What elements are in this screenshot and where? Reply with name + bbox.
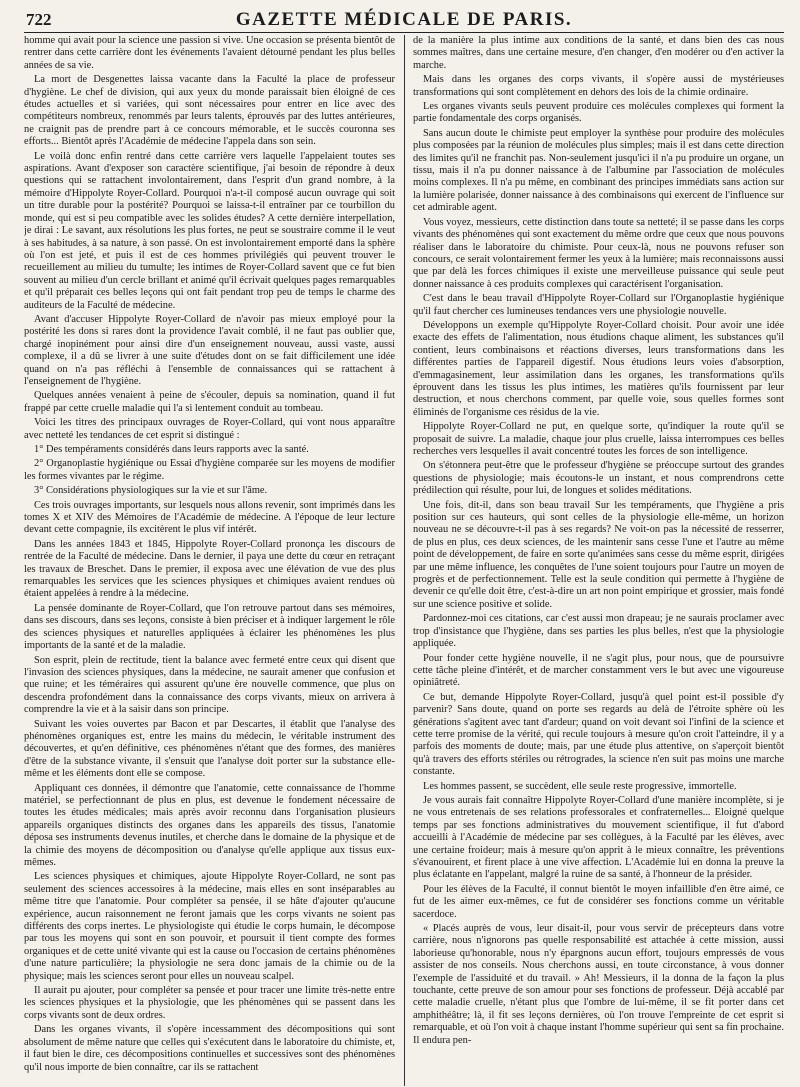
column-divider bbox=[404, 35, 405, 1086]
paragraph: Dans les organes vivants, il s'opère incessamment des décompositions qui sont absolument de même nature que celles qui s'exécutent dans le laboratoire du chimiste, et, il faut bien le dire, ces décompositions continuelles et successives sont des phénomènes qu'il nous importe de bien connaître, car ils se rattachent bbox=[24, 1024, 395, 1073]
paragraph: Il aurait pu ajouter, pour compléter sa pensée et pour tracer une limite très-nette entre les sciences physiques et la physiologie, que les phénomènes qui se passent dans les corps vivants sont de deux ordres. bbox=[24, 985, 395, 1021]
paragraph: Les sciences physiques et chimiques, ajoute Hippolyte Royer-Collard, ne sont pas seulement des sciences accessoires à la médecine, mais elles en sont inséparables au même titre que l'anatomie. Pour compléter sa pensée, il se hâte d'ajouter qu'aucune expérience, aucun raisonnement ne feront jamais que les corps vivants ne soient pas différents des corps inertes. Le physiologiste qui étudie le corps humain, le décompose par tous les moyens qui sont en son pouvoir, et poursuit il tient compte des formes organiques et de cette unité vivante qui est la cause ou l'occasion de certains phénomènes d'une nature particulière; la physiologie ne sera donc jamais de la chimie ou de la physique; mais les sciences seront pour elles un nouveau scalpel. bbox=[24, 871, 395, 982]
paragraph: Développons un exemple qu'Hippolyte Royer-Collard choisit. Pour avoir une idée exacte des effets de l'alimentation, nous étudions chaque aliment, les substances qu'il contient, leurs combinaisons et réactions diverses, leurs transformations dans les différentes parties de l'appareil digestif. Nous étudions leurs voies d'absorption, d'emmagasinement, leur assimilation dans les organes, les transformations qu'ils éprouvent dans les tissus les plus intimes, les matières qu'ils fournissent par leur destruction, et nous cherchons comment, par quelle voie, sous quelles formes sont éliminés de l'organisme ces résidus de la vie. bbox=[413, 319, 784, 418]
paragraph: On s'étonnera peut-être que le professeur d'hygiène se préoccupe surtout des grandes questions de physiologie; mais écoutons-le un instant, et nous comprendrons cette prédilection qui résulte, pour lui, de longues et solides méditations. bbox=[413, 460, 784, 497]
paragraph: Je vous aurais fait connaître Hippolyte Royer-Collard d'une manière incomplète, si je ne vous entretenais de ses relations professorales et confraternelles... Eloigné quelque temps par ses fonctions administratives du mouvement scientifique, il fut d'abord accueilli à l'Académie de médecine par ses collègues, à la Faculté par les élèves, avec une certaine froideur; mais à mesure qu'on apprit à le mieux connaître, les préventions s'évanouirent, et firent place à une vive affection. L'Académie lui en donna la preuve la plus éclatante en l'appelant, malgré la ruine de sa santé, à l'honneur de la présider. bbox=[413, 794, 784, 881]
paragraph: Dans les années 1843 et 1845, Hippolyte Royer-Collard prononça les discours de rentrée de la Faculté de médecine. Dans le dernier, il paya une dette du cœur en retraçant les travaux de Breschet. Dans le premier, il exposa avec une élévation de vue des plus remarquables les services que les sciences physiques et chimiques avaient rendues où étaient appelées à rendre à la médecine. bbox=[24, 538, 395, 600]
paragraph: Les hommes passent, se succèdent, elle seule reste progressive, immortelle. bbox=[423, 780, 737, 792]
paragraph: homme qui avait pour la science une passion si vive. Une occasion se présenta bientôt de rentrer dans cette carrière dont les événements l'avaient détourné pendant les plus belles années de sa vie. bbox=[24, 35, 395, 71]
paragraph: Pour fonder cette hygiène nouvelle, il ne s'agit plus, pour nous, que de poursuivre cette tâche pleine d'intérêt, et de marcher constamment vers le but avec une vigoureuse opiniâtreté. bbox=[413, 652, 784, 689]
paragraph: La mort de Desgenettes laissa vacante dans la Faculté la place de professeur d'hygiène. Le chef de division, qui aux yeux du monde paraissait bien éloigné de ces études actuelles et si variées, qui sont nécessaires pour entrer en lice avec des compétiteurs nombreux, renommés par leurs talents, éprouvés par des luttes antérieures, ne craignit pas de prendre part à ce concours mémorable, et le succès couronna ses efforts... Bientôt après l'Académie de médecine l'appela dans son sein. bbox=[24, 74, 395, 148]
paragraph: Ce but, demande Hippolyte Royer-Collard, jusqu'à quel point est-il possible d'y parvenir? Sans doute, quand on porte ses regards au delà de l'étroite sphère où les générations s'agitent avec tant d'ardeur; quand on voit devant soi l'infini de la science et cette terre promise de la vérité, qui recule toujours à mesure qu'on croit l'atteindre, il y a parfois des moments de doute; mais, par une étude plus attentive, on s'aperçoit bientôt qu'à travers des efforts stériles ou rétrogrades, la science n'en suit pas moins une marche constante. bbox=[413, 691, 784, 778]
paragraph: Quelques années venaient à peine de s'écouler, depuis sa nomination, quand il fut frappé par cette cruelle maladie qui l'a si lentement conduit au tombeau. bbox=[24, 390, 395, 414]
paragraph: Voici les titres des principaux ouvrages de Royer-Collard, qui vont nous apparaître avec netteté les tendances de cet esprit si distingué : bbox=[24, 417, 395, 441]
paragraph: 3° Considérations physiologiques sur la vie et sur l'âme. bbox=[34, 485, 268, 497]
paragraph: Le voilà donc enfin rentré dans cette carrière vers laquelle l'appelaient toutes ses aspirations. Avant d'exposer son caractère scientifique, j'ai besoin de répondre à deux questions qui se rattachent involontairement, dans l'esprit d'un grand nombre, à la mémoire d'Hippolyte Royer-Collard. Pourquoi n'a-t-il composé aucun ouvrage qui soit un titre durable pour la postérité? Pourquoi se laissa-t-il entraîner par ce tourbillon du monde, qui est si peu compatible avec les solides études? A cette dernière interpellation, je dirai : Le savant, aux résolutions les plus fortes, ne peut se soustraire comme il le veut à ses habitudes, à sa nature, à son passé. On est involontairement emporté dans la sphère où l'on est jeté, et puis il est de ces hommes privilégiés qui peuvent trouver le recueillement au milieu du tumulte; les intimes de Royer-Collard savent que ce fut bien souvent au milieu d'un cercle brillant et animé qu'il écrivait quelques pages remarquables et qu'il préparait ces belles leçons qui ont fait pendant trop peu de temps le charme des auditeurs de la Faculté de médecine. bbox=[24, 150, 395, 311]
paragraph: Suivant les voies ouvertes par Bacon et par Descartes, il établit que l'analyse des phénomènes organiques est, entre les mains du médecin, le véritable instrument des découvertes, et qu'en définitive, ces phénomènes n'étant que des formes, des manières d'être de la substance vivante, il s'ensuit que l'analyse doit porter sur la substance elle-même et les éléments dont elle se compose. bbox=[24, 718, 395, 780]
paragraph: Vous voyez, messieurs, cette distinction dans toute sa netteté; il se passe dans les corps vivants des phénomènes qui sont exactement du même ordre que ceux que nous pouvons réaliser dans le laboratoire du chimiste. Pour ceux-là, nous ne pouvons refuser son concours, ce serait volontairement fermer les yeux à la lumière; mais reconnaissons aussi que par delà les forces chimiques il existe une merveilleuse puissance qui seule peut donner naissance à ces produits complexes qui caractérisent l'organisation. bbox=[413, 216, 784, 290]
paragraph: C'est dans le beau travail d'Hippolyte Royer-Collard sur l'Organoplastie hygiénique qu'il faut chercher ces lumineuses tendances vers une physiologie nouvelle. bbox=[413, 293, 784, 317]
paragraph: Une fois, dit-il, dans son beau travail Sur les tempéraments, que l'hygiène a pris position sur ces hauteurs, qui sont celles de la physiologie elle-même, un horizon nouveau ne se découvre-t-il pas à ses regards? Ne voit-on pas la nécessité de resserrer, de plus en plus, ces deux sciences, de les maintenir sans cesse l'une et l'autre au même point de développement, de faire en sorte qu'animées sans cesse du même esprit, dirigées par une même influence, les conquêtes de l'une soient toujours pour l'autre un moyen de progrès et de perfectionnement. Telle est la seule condition qui permette à l'hygiène de devenir ce qu'elle doit être, c'est-à-dire un art non point empirique et grossier, mais fondé sur une science positive et solide. bbox=[413, 499, 784, 610]
paragraph: Avant d'accuser Hippolyte Royer-Collard de n'avoir pas mieux employé pour la postérité les dons si rares dont la providence l'avait comblé, il ne faut pas oublier que, chargé inopinément pour ainsi dire d'un enseignement nouveau, aussi vaste, aussi complexe, il a dû se livrer à une suite d'études dont on se fait difficilement une idée quand on n'a pas réfléchi à l'ensemble de connaissances qui se rattachent à l'enseignement de l'hygiène. bbox=[24, 313, 395, 387]
paragraph: Appliquant ces données, il démontre que l'anatomie, cette connaissance de l'homme matériel, se perfectionnant de plus en plus, est devenue le fondement nécessaire de toutes les études médicales; mais après avoir reconnu dans l'organisation plusieurs appareils organiques distincts des organes dans les appareils des tissus, l'anatomie déposa ses instruments devenus inutiles, et cherche dans le domaine de la physique et de la chimie des moyens de décomposition ou d'analyse qu'elle applique aux tissus eux-mêmes. bbox=[24, 782, 395, 868]
paragraph: 1° Des tempéraments considérés dans leurs rapports avec la santé. bbox=[34, 444, 309, 455]
page-header bbox=[24, 6, 784, 33]
page-number: 722 bbox=[26, 10, 52, 29]
paragraph: La pensée dominante de Royer-Collard, que l'on retrouve partout dans ses mémoires, dans ses discours, dans ses leçons, consiste à bien préciser et à indiquer largement le rôle des sciences physiques et naturelles appliquées à éclairer les phénomènes les plus importants de la santé et de la maladie. bbox=[24, 602, 395, 652]
left-column bbox=[24, 35, 395, 1086]
paragraph: Les organes vivants seuls peuvent produire ces molécules complexes qui forment la partie fondamentale des corps organisés. bbox=[413, 101, 784, 125]
right-column bbox=[413, 35, 784, 1086]
paragraph: « Placés auprès de vous, leur disait-il, pour vous servir de précepteurs dans votre carrière, nous n'ignorons pas quelle responsabilité est attachée à cette mission, aussi laborieuse qu'honorable, nous n'y épargnons aucun effort, toujours empressés de vous assister de nos conseils. Nous cherchons aussi, en toute circonstance, à vous donner l'exemple de l'assiduité et du travail. » Ah! Messieurs, il la donna de la façon la plus touchante, cette preuve de son amour pour ses fonctions de professeur. Déjà accablé par cette maladie cruelle, n'étant plus que l'ombre de lui-même, il se fit porter dans cet amphithéâtre; là, il fit ses leçons dernières, où l'on trouve l'empreinte de cet esprit si remarquable, et où l'on voit à chaque instant l'homme supérieur qui sent sa fin prochaine. Il endura pen- bbox=[413, 923, 784, 1046]
paragraph: Pardonnez-moi ces citations, car c'est aussi mon drapeau; je ne saurais proclamer avec trop d'insistance que l'hygiène, dans ses parties les plus belles, n'est que la physiologie appliquée. bbox=[413, 613, 784, 650]
paragraph: 2° Organoplastie hygiénique ou Essai d'hygiène comparée sur les moyens de modifier les formes vivantes par le régime. bbox=[24, 458, 395, 482]
paragraph: Sans aucun doute le chimiste peut employer la synthèse pour produire des molécules plus composées par la réunion de molécules plus simples; mais il est dans cette direction des limites qu'il ne franchit pas. Non-seulement jusqu'ici il n'a pu produire un organe, un tissu, mais il n'a pu donner naissance à de l'albumine par l'association de molécules moins complexes. Il n'a pu même, en combinant des principes immédiats sans action sur la lumière polarisée, donner naissance à des combinaisons qui exercent de l'influence sur cet admirable agent. bbox=[413, 127, 784, 214]
paragraph: Son esprit, plein de rectitude, tient la balance avec fermeté entre ceux qui disent que l'invasion des sciences physiques, dans la médecine, ne saurait amener que confusion et que ruine; et les téméraires qui assurent qu'une ère nouvelle commence, que plus on descendra profondément dans la connaissance des corps vivants, mieux on arrivera à comprendre la vie et à la saisir dans son principe. bbox=[24, 654, 395, 716]
paragraph: Pour les élèves de la Faculté, il connut bientôt le moyen infaillible d'en être aimé, ce fut de les aimer eux-mêmes, ce fut de considérer ses fonctions comme un véritable sacerdoce. bbox=[413, 883, 784, 920]
text-columns bbox=[24, 35, 784, 1086]
paragraph: Ces trois ouvrages importants, sur lesquels nous allons revenir, sont imprimés dans les tomes X et XIV des Mémoires de l'Académie de médecine. A l'époque de leur lecture devant cette compagnie, ils excitèrent le plus vif intérêt. bbox=[24, 499, 395, 536]
paragraph: de la manière la plus intime aux conditions de la santé, et dans bien des cas nous sommes maîtres, dans une certaine mesure, d'en changer, d'en modérer ou d'en activer la marche. bbox=[413, 35, 784, 71]
paragraph: Hippolyte Royer-Collard ne put, en quelque sorte, qu'indiquer la route qu'il se proposait de suivre. La maladie, chaque jour plus cruelle, laissa interrompues ces belles recherches vers lesquelles il avait concentré toutes les forces de son intelligence. bbox=[413, 421, 784, 457]
paragraph: Mais dans les organes des corps vivants, il s'opère aussi de mystérieuses transformations qui sont complètement en dehors des lois de la chimie ordinaire. bbox=[413, 74, 784, 98]
journal-title: GAZETTE MÉDICALE DE PARIS. bbox=[235, 9, 573, 30]
